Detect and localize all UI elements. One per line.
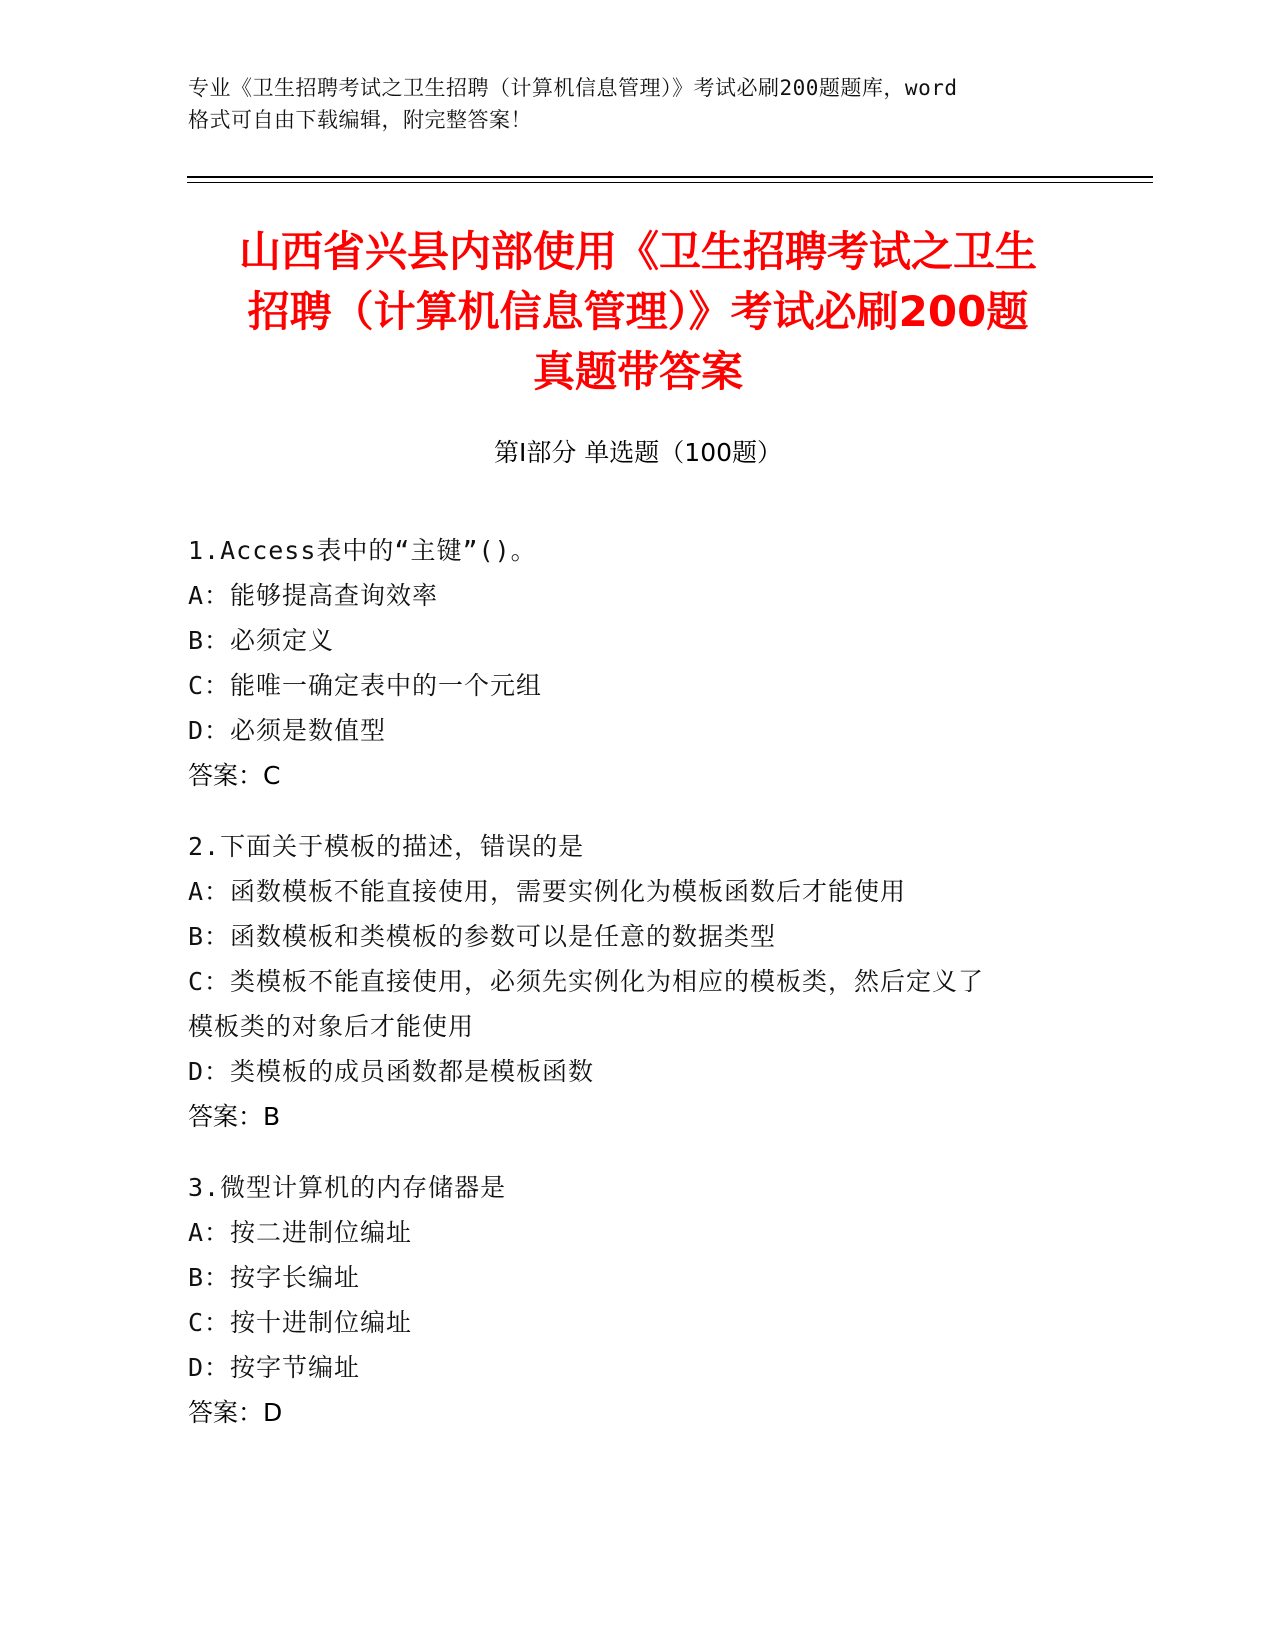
option-c: C：类模板不能直接使用，必须先实例化为相应的模板类，然后定义了 <box>188 967 985 996</box>
option-d: D：按字节编址 <box>188 1353 361 1382</box>
document-title-line-3: 真题带答案 <box>532 347 743 396</box>
header-rule-thin <box>187 182 1153 183</box>
header-note <box>188 72 1088 136</box>
question-2 <box>188 824 1088 1139</box>
option-a: A：函数模板不能直接使用，需要实例化为模板函数后才能使用 <box>188 877 907 906</box>
answer-line: 答案：D <box>188 1398 283 1427</box>
option-b: B：函数模板和类模板的参数可以是任意的数据类型 <box>188 922 777 951</box>
document-title-line-2: 招聘（计算机信息管理）》考试必刷200题 <box>247 287 1029 336</box>
question-stem: 1.Access表中的“主键”()。 <box>188 536 537 565</box>
option-c-continued: 模板类的对象后才能使用 <box>188 1012 475 1041</box>
header-note-line-1: 专业《卫生招聘考试之卫生招聘（计算机信息管理）》考试必刷200题题库，word <box>188 76 958 100</box>
question-stem: 2.下面关于模板的描述，错误的是 <box>188 832 585 861</box>
option-d: D：必须是数值型 <box>188 716 387 745</box>
option-b: B：按字长编址 <box>188 1263 361 1292</box>
question-stem: 3.微型计算机的内存储器是 <box>188 1173 507 1202</box>
option-c: C：能唯一确定表中的一个元组 <box>188 671 543 700</box>
option-d: D：类模板的成员函数都是模板函数 <box>188 1057 595 1086</box>
option-c: C：按十进制位编址 <box>188 1308 413 1337</box>
section-heading: 第Ⅰ部分 单选题（100题） <box>493 438 783 467</box>
question-1 <box>188 528 1088 798</box>
answer-line: 答案：B <box>188 1102 281 1131</box>
answer-line: 答案：C <box>188 761 281 790</box>
question-list <box>188 528 1088 1461</box>
option-a: A：按二进制位编址 <box>188 1218 413 1247</box>
option-a: A：能够提高查询效率 <box>188 581 439 610</box>
document-title <box>188 222 1088 402</box>
document-title-line-1: 山西省兴县内部使用《卫生招聘考试之卫生 <box>238 227 1037 276</box>
question-3 <box>188 1165 1088 1435</box>
header-rule-thick <box>187 176 1153 178</box>
header-note-line-2: 格式可自由下载编辑，附完整答案！ <box>188 108 532 132</box>
option-b: B：必须定义 <box>188 626 335 655</box>
